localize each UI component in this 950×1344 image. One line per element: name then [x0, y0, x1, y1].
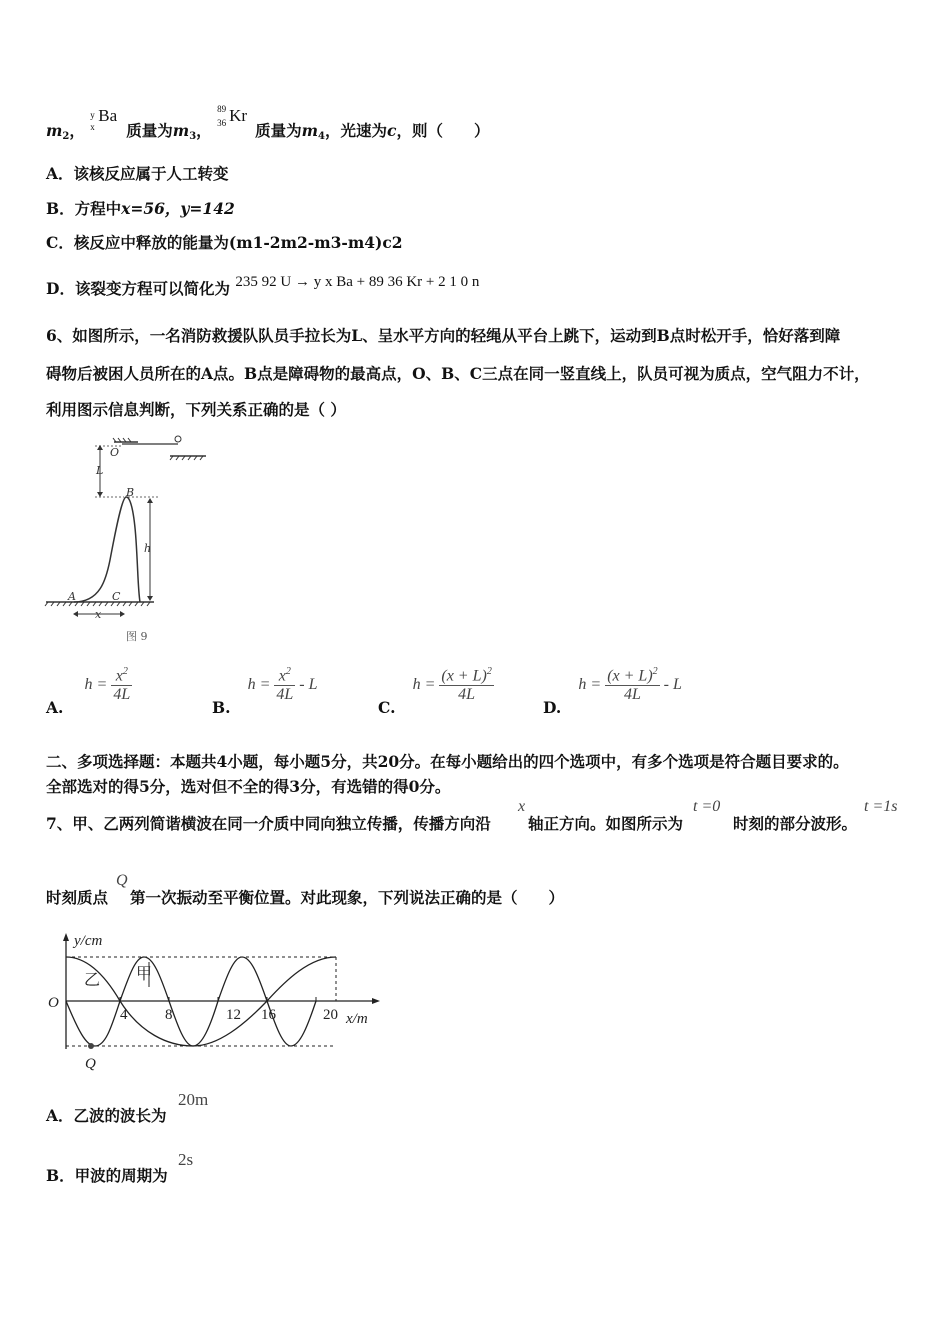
kr-nuclide: 89 36 Kr	[217, 104, 248, 128]
x-tick-12: 12	[226, 1007, 241, 1023]
q7-option-b[interactable]: B．甲波的周期为	[46, 1166, 168, 1185]
q6-option-d[interactable]: D. h = $\frac{(x + L)^2}{4L}$ - L	[543, 666, 682, 717]
wave-label-jia: 甲	[136, 964, 153, 983]
option-d-equation: 235 92 U → y x Ba + 89 36 Kr + 2 1 0 n	[235, 274, 480, 290]
q5-option-b[interactable]: B．方程中x=56，y=142	[46, 199, 235, 218]
label-x: x	[95, 608, 102, 621]
point-q-label: Q	[85, 1056, 96, 1072]
q7-stem-line-1c: 时刻的部分波形。	[733, 814, 858, 833]
q7-stem-line-2b: 第一次振动至平衡位置。对此现象，下列说法正确的是（ ）	[130, 888, 565, 907]
q7-stem-line-1: 7、甲、乙两列简谐横波在同一介质中同向独立传播，传播方向沿	[46, 814, 491, 833]
q7-stem-line-2a: 时刻质点	[46, 888, 109, 907]
q7-option-a-value: 20m	[178, 1090, 209, 1109]
q7-option-b-value: 2s	[178, 1150, 194, 1169]
x-axis-label: x/m	[346, 1011, 368, 1027]
section-2-header-line-2: 全部选对的得5分，选对但不全的得3分，有选错的得0分。	[46, 777, 451, 796]
x-tick-4: 4	[120, 1007, 128, 1023]
origin-label: O	[48, 995, 59, 1011]
q6-option-b[interactable]: B. h = $\frac{x^2}{4L}$ - L	[212, 666, 318, 717]
x-tick-16: 16	[261, 1007, 276, 1023]
q6-option-a[interactable]: A. h = $\frac{x^2}{4L}$	[46, 666, 131, 717]
q7-t1: t =1s	[864, 798, 898, 815]
x-tick-8: 8	[165, 1007, 173, 1023]
option-c-equation: (m1-2m2-m3-m4)c2	[228, 233, 403, 252]
label-l: L	[96, 464, 104, 477]
point-q-marker	[88, 1043, 94, 1049]
q6-stem-line-1: 6、如图所示，一名消防救援队队员手拉长为L、呈水平方向的轻绳从平台上跳下，运动到B点时松开手，恰好落到障	[46, 326, 841, 345]
figure-caption: 图 9	[126, 630, 148, 643]
wave-label-yi: 乙	[84, 970, 101, 989]
q7-x-symbol: x	[518, 798, 526, 815]
q5-option-c[interactable]: C．核反应中释放的能量为(m1-2m2-m3-m4)c2	[46, 233, 403, 252]
q6-figure	[40, 430, 220, 650]
mass-m2: m	[46, 121, 63, 140]
y-axis-label: y/cm	[74, 933, 103, 949]
q7-option-a[interactable]: A．乙波的波长为	[46, 1106, 167, 1125]
q5-option-d[interactable]: D．该裂变方程可以简化为 235 92 U → y x Ba + 89 36 Kr + 2 1 0 n	[46, 274, 480, 298]
option-b-equation: x=56，y=142	[121, 199, 235, 218]
q6-option-c[interactable]: C. h = $\frac{(x + L)^2}{4L}$	[378, 666, 492, 717]
q7-t0: t =0	[693, 798, 721, 815]
x-tick-20: 20	[323, 1007, 338, 1023]
label-h: h	[144, 542, 152, 555]
label-b: B	[126, 486, 135, 499]
q5-stem-line: $m_2$， y x Ba 质量为$m_3$， 89 36 Kr 质量为$m_4$，光速为c，则（ ）	[46, 104, 490, 142]
ba-nuclide: y x Ba	[90, 106, 118, 132]
q7-stem-line-1b: 轴正方向。如图所示为	[528, 814, 684, 833]
q5-option-a[interactable]: A．该核反应属于人工转变	[46, 164, 229, 183]
label-a: A	[68, 590, 76, 603]
section-2-header-line-1: 二、多项选择题：本题共4小题，每小题5分，共20分。在每小题给出的四个选项中，有多个选项是符合题目要求的。	[46, 752, 849, 771]
q7-wave-graph	[40, 925, 390, 1075]
q6-stem-line-3: 利用图示信息判断，下列关系正确的是（ ）	[46, 400, 346, 419]
q7-q-symbol: Q	[116, 872, 128, 889]
label-o: O	[110, 446, 120, 459]
q6-stem-line-2: 碍物后被困人员所在的A点。B点是障碍物的最高点，O、B、C三点在同一竖直线上，队员可视为质点，空气阻力不计，	[46, 364, 870, 383]
label-c: C	[112, 590, 121, 603]
